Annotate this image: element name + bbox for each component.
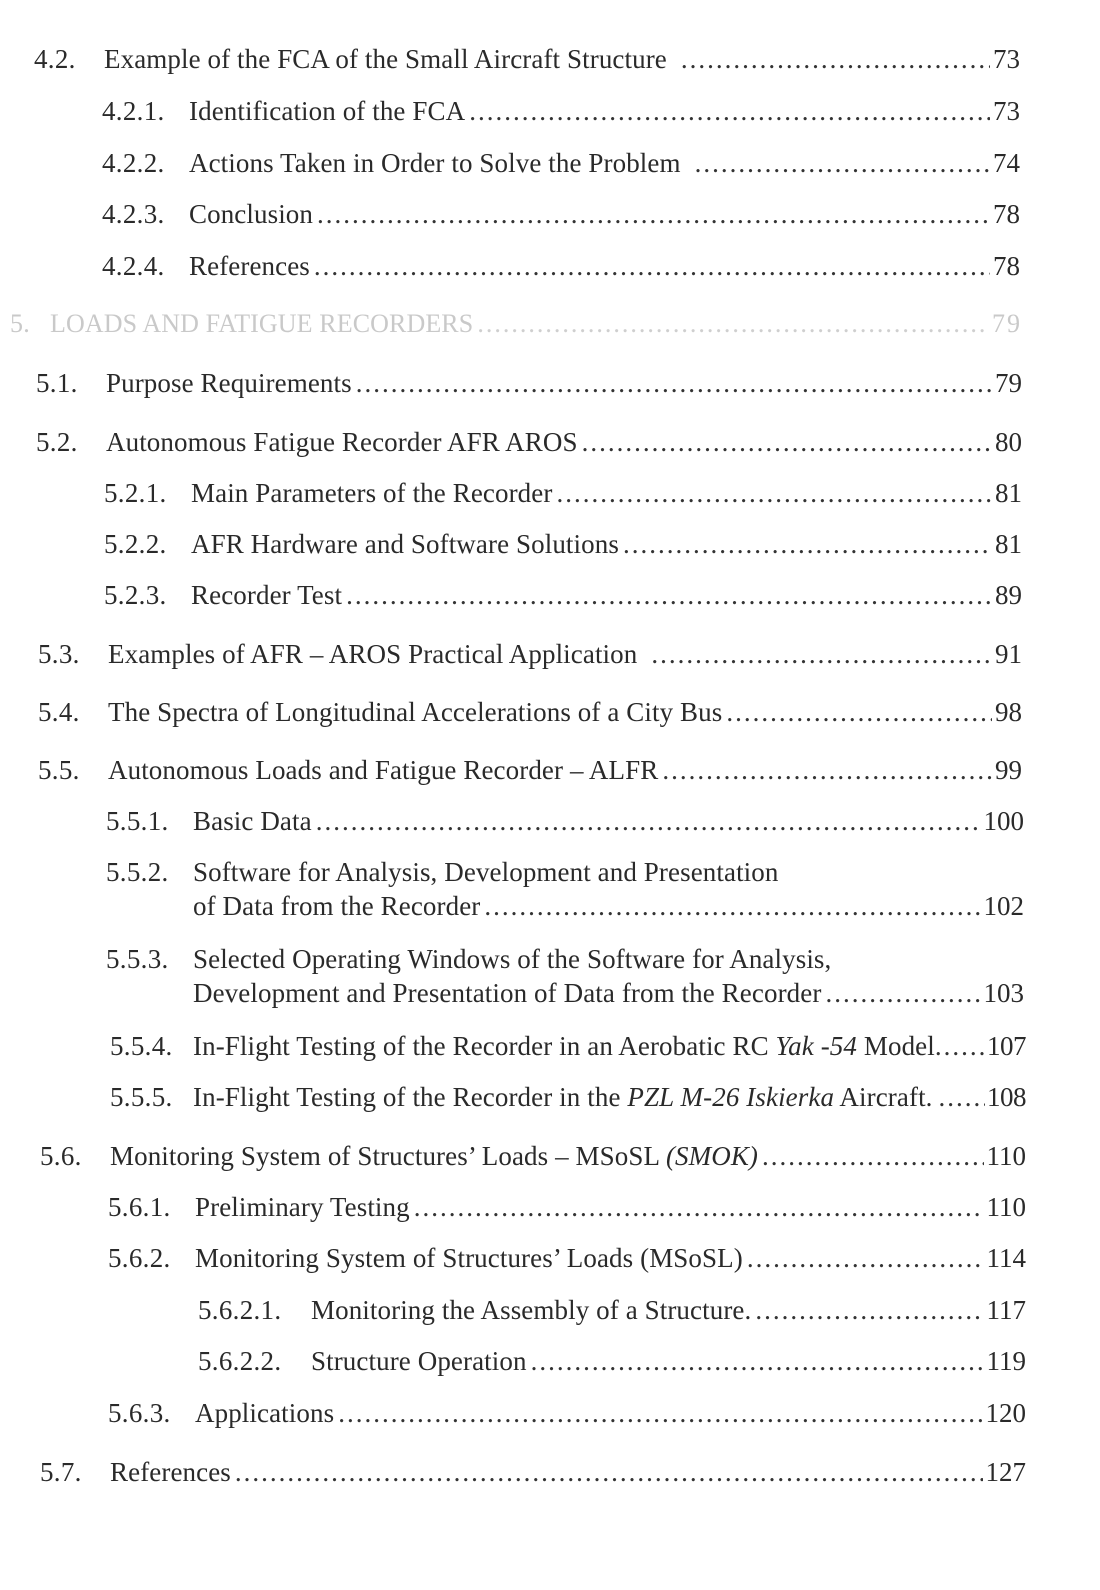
toc-title-italic: Yak -54 — [775, 1031, 858, 1061]
toc-title: The Spectra of Longitudinal Accelerations of a City Bus — [108, 697, 723, 727]
toc-title — [110, 1139, 758, 1173]
toc-leader — [414, 1190, 984, 1224]
toc-title: AFR Hardware and Software Solutions — [191, 529, 619, 559]
toc-leader — [356, 366, 992, 400]
toc-page-number: 81 — [995, 478, 1022, 508]
toc-leader — [939, 1080, 985, 1114]
toc-number: 5.2.3. — [104, 580, 167, 610]
toc-leader — [623, 527, 992, 561]
toc-leader — [695, 146, 990, 180]
toc-page-number: 74 — [993, 148, 1020, 178]
toc-title: Purpose Requirements — [106, 368, 352, 398]
toc-entry-5-5-2 — [106, 855, 1024, 923]
toc-leader — [651, 637, 992, 671]
toc-title-text: Monitoring System of Structures’ Loads – MSoSL — [110, 1141, 666, 1171]
toc-title: Monitoring the Assembly of a Structure. — [311, 1295, 752, 1325]
toc-entry-5-6-2-2 — [198, 1344, 1026, 1378]
toc-leader — [726, 695, 992, 729]
toc-page-number: 80 — [995, 427, 1022, 457]
toc-page-number: 108 — [987, 1082, 1026, 1112]
toc-title: Example of the FCA of the Small Aircraft Structure — [104, 44, 667, 74]
toc-page-number: 110 — [986, 1141, 1026, 1171]
toc-number: 5.2.1. — [104, 478, 167, 508]
toc-entry-4-2-4 — [102, 249, 1020, 283]
toc-entry-5-2-3 — [104, 578, 1022, 612]
toc-number: 5.5.2. — [106, 857, 169, 887]
toc-entry-5-2-1 — [104, 476, 1022, 510]
toc-entry-4-2 — [34, 42, 1020, 76]
toc-entry-4-2-2 — [102, 146, 1020, 180]
toc-number: 4.2.2. — [102, 148, 165, 178]
toc-entry-5-6 — [40, 1139, 1026, 1173]
toc-number: 5.6.3. — [108, 1398, 171, 1428]
toc-leader — [531, 1344, 984, 1378]
toc-title: Structure Operation — [311, 1346, 527, 1376]
toc-title-italic: PZL M-26 Iskierka — [627, 1082, 835, 1112]
toc-entry-5-1 — [36, 366, 1022, 400]
toc-title-text: In-Flight Testing of the Recorder in the — [193, 1082, 628, 1112]
toc-leader — [469, 94, 990, 128]
toc-number: 4.2.4. — [102, 251, 165, 281]
toc-number: 5.1. — [36, 368, 78, 398]
toc-title: Main Parameters of the Recorder — [191, 478, 553, 508]
toc-leader — [477, 307, 989, 341]
toc-chapter-title: LOADS AND FATIGUE RECORDERS — [50, 309, 474, 338]
toc-number: 5.4. — [38, 697, 80, 727]
toc-title-text: In-Flight Testing of the Recorder in an Aerobatic RC — [193, 1031, 776, 1061]
toc-page-number: 98 — [995, 697, 1022, 727]
toc-entry-5-4 — [38, 695, 1022, 729]
toc-title: Recorder Test — [191, 580, 343, 610]
toc-number: 5.7. — [40, 1457, 82, 1487]
toc-title-line-1: Software for Analysis, Development and Presentation — [193, 857, 779, 887]
toc-entry-5-6-1 — [108, 1190, 1026, 1224]
toc-title-line-2: of Data from the Recorder — [193, 891, 481, 921]
toc-page-number: 81 — [995, 529, 1022, 559]
toc-title: Applications — [195, 1398, 335, 1428]
toc-leader — [825, 976, 980, 1010]
toc-title: Autonomous Loads and Fatigue Recorder – ALFR — [108, 755, 659, 785]
toc-number: 5.6.2.1. — [198, 1295, 282, 1325]
toc-chapter-5 — [10, 307, 1022, 341]
toc-title: References — [110, 1457, 231, 1487]
toc-leader — [338, 1396, 982, 1430]
toc-title: Basic Data — [193, 806, 312, 836]
toc-page-number: 73 — [993, 96, 1020, 126]
toc-number: 5. — [10, 309, 31, 338]
toc-page-number: 100 — [983, 806, 1024, 836]
toc-page-number: 114 — [986, 1243, 1026, 1273]
toc-entry-5-5-5 — [110, 1080, 1026, 1114]
toc-number: 5.5. — [38, 755, 80, 785]
toc-number: 5.6.2.2. — [198, 1346, 282, 1376]
toc-entry-5-5-4 — [110, 1029, 1026, 1063]
toc-entry-5-2-2 — [104, 527, 1022, 561]
toc-entry-5-5-3 — [106, 942, 1024, 1010]
toc-leader — [235, 1455, 983, 1489]
toc-leader — [681, 42, 990, 76]
toc-title: Conclusion — [189, 199, 314, 229]
toc-page-number: 117 — [986, 1295, 1026, 1325]
toc-leader — [484, 889, 980, 923]
toc-number: 5.6.2. — [108, 1243, 171, 1273]
toc-leader — [582, 425, 992, 459]
toc-number: 5.2.2. — [104, 529, 167, 559]
toc-title: References — [189, 251, 310, 281]
toc-title: Actions Taken in Order to Solve the Problem — [189, 148, 681, 178]
toc-number: 5.5.4. — [110, 1031, 173, 1061]
toc-leader — [556, 476, 992, 510]
toc-title: Preliminary Testing — [195, 1192, 410, 1222]
toc-title: Examples of AFR – AROS Practical Application — [108, 639, 638, 669]
toc-number: 5.3. — [38, 639, 80, 669]
toc-number: 4.2.1. — [102, 96, 165, 126]
toc-number: 5.6. — [40, 1141, 82, 1171]
toc-title-italic: (SMOK) — [665, 1141, 759, 1171]
toc-page-number: 73 — [993, 44, 1020, 74]
toc-title-line-1: Selected Operating Windows of the Software for Analysis, — [193, 944, 832, 974]
toc-entry-5-7 — [40, 1455, 1026, 1489]
toc-leader — [317, 197, 990, 231]
toc-leader — [755, 1293, 983, 1327]
toc-number: 5.5.5. — [110, 1082, 173, 1112]
toc-page-number: 91 — [995, 639, 1022, 669]
toc-page-number: 110 — [986, 1192, 1026, 1222]
toc-title — [193, 1080, 933, 1114]
toc-number: 5.6.1. — [108, 1192, 171, 1222]
toc-leader — [314, 249, 990, 283]
toc-page-number: 79 — [992, 309, 1022, 338]
toc-number: 4.2. — [34, 44, 76, 74]
toc-leader — [662, 753, 992, 787]
toc-entry-5-6-2-1 — [198, 1293, 1026, 1327]
toc-number: 5.5.3. — [106, 944, 169, 974]
toc-leader — [747, 1241, 984, 1275]
toc-leader — [935, 1029, 987, 1063]
toc-number: 5.2. — [36, 427, 78, 457]
toc-entry-5-6-3 — [108, 1396, 1026, 1430]
toc-leader — [316, 804, 981, 838]
toc-page-number: 78 — [993, 251, 1020, 281]
toc-page-number: 78 — [993, 199, 1020, 229]
toc-number: 4.2.3. — [102, 199, 165, 229]
toc-page-number: 127 — [985, 1457, 1026, 1487]
toc-title-text-end: Aircraft. — [834, 1082, 933, 1112]
toc-title-line-2: Development and Presentation of Data from the Recorder — [193, 978, 822, 1008]
toc-page-number: 102 — [983, 891, 1024, 921]
toc-leader — [346, 578, 992, 612]
toc-page-number: 79 — [995, 368, 1022, 398]
toc-title: Autonomous Fatigue Recorder AFR AROS — [106, 427, 578, 457]
toc-page-number: 89 — [995, 580, 1022, 610]
toc-page-number: 120 — [985, 1398, 1026, 1428]
toc-page-number: 119 — [986, 1346, 1026, 1376]
toc-page-number: 103 — [983, 978, 1024, 1008]
toc-entry-5-2 — [36, 425, 1022, 459]
toc-title — [193, 1029, 935, 1063]
toc-page-number: 107 — [987, 1031, 1026, 1061]
toc-title: Monitoring System of Structures’ Loads (MSoSL) — [195, 1243, 743, 1273]
toc-entry-4-2-1 — [102, 94, 1020, 128]
toc-title: Identification of the FCA — [189, 96, 466, 126]
toc-number: 5.5.1. — [106, 806, 169, 836]
toc-entry-5-3 — [38, 637, 1022, 671]
toc-page-number: 99 — [995, 755, 1022, 785]
toc-entry-5-5 — [38, 753, 1022, 787]
toc-entry-4-2-3 — [102, 197, 1020, 231]
toc-leader — [762, 1139, 983, 1173]
toc-title-text-end: Model — [857, 1031, 935, 1061]
toc-entry-5-6-2 — [108, 1241, 1026, 1275]
toc-entry-5-5-1 — [106, 804, 1024, 838]
